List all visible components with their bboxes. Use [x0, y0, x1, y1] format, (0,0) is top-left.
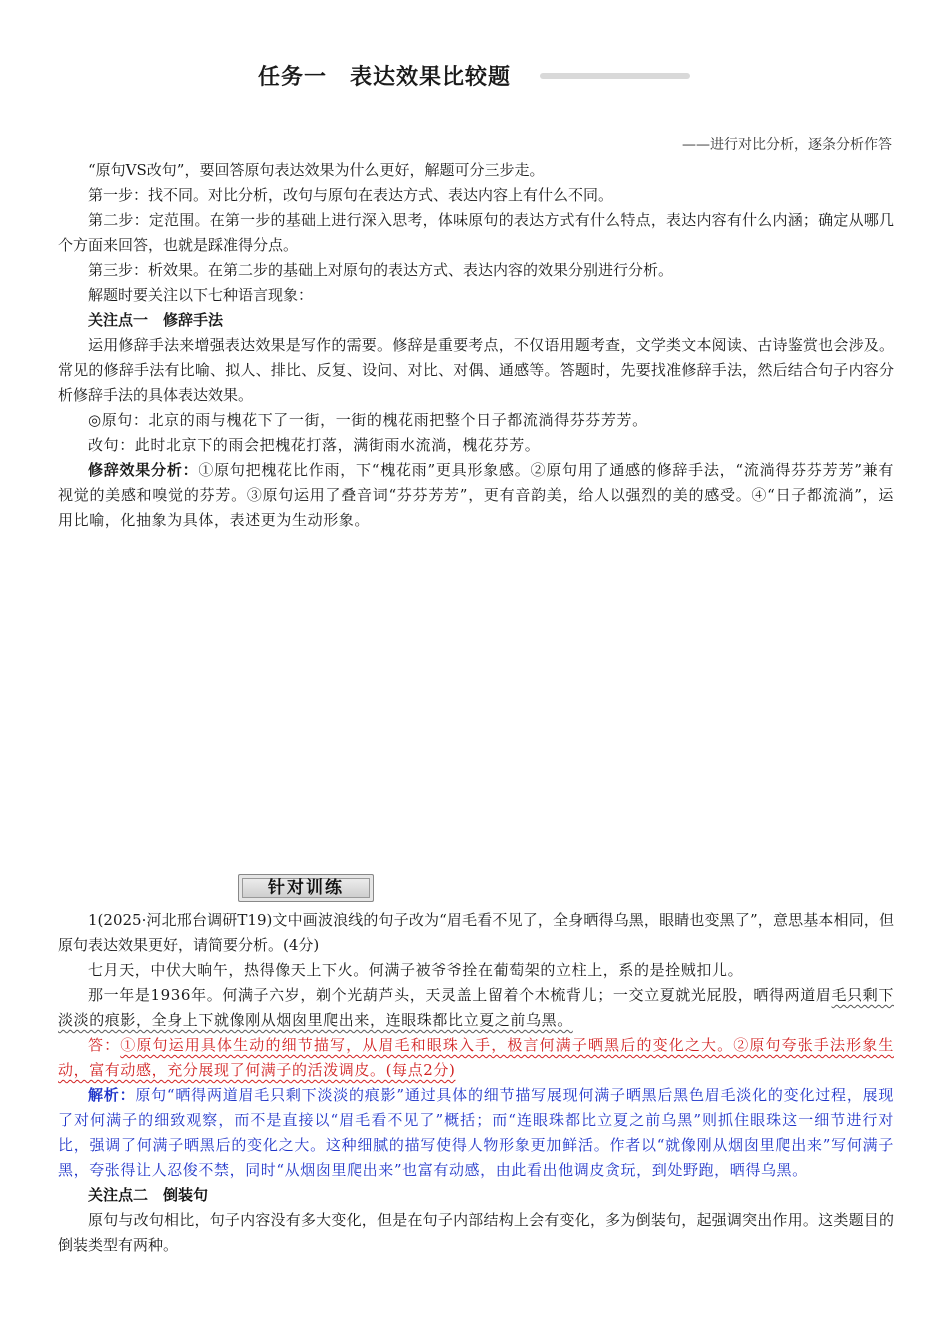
page-title: 任务一 表达效果比较题: [258, 65, 512, 90]
analysis-label: 解析：: [88, 1086, 136, 1104]
question-text: 1(2025·河北邢台调研T19)文中画波浪线的句子改为“眉毛看不见了，全身晒得乌黑，眼睛也变黑了”，意思基本相同，但原句表达效果更好，请简要分析。(4分): [58, 911, 894, 954]
passage-paragraph-1: 七月天，中伏大晌午，热得像天上下火。何满子被爷爷拴在葡萄架的立柱上，系的是拴贼扣儿。: [88, 961, 744, 979]
rhetoric-analysis-text: ①原句把槐花比作雨，下“槐花雨”更具形象感。②原句用了通感的修辞手法，“流淌得芬芬芳芳”兼有视觉的美感和嗅觉的芬芳。③原句运用了叠音词“芬芬芳芳”，更有音韵美，给人以强烈的美的感受。④“日子都流淌”，运用比喻，化抽象为具体，表述更为生动形象。: [58, 461, 895, 529]
example-original-sentence: ◎原句：北京的雨与槐花下了一街，一街的槐花雨把整个日子都流淌得芬芬芳芳。: [88, 411, 648, 429]
example-revised-sentence: 改句：此时北京下的雨会把槐花打落，满街雨水流淌，槐花芬芳。: [88, 436, 541, 454]
practice-section: [58, 908, 894, 1258]
method-section: [58, 158, 894, 533]
intro-step-2: 第二步：定范围。在第一步的基础上进行深入思考，体味原句的表达方式有什么特点，表达内容有什么内涵；确定从哪几个方面来回答，也就是踩准得分点。: [58, 211, 894, 254]
wavy-underlined-sentence: 毛只剩下淡淡的痕影，全身上下就像刚从烟囱里爬出来，连眼珠都比立夏之前乌黑。: [58, 986, 894, 1029]
rhetoric-analysis-label: 修辞效果分析：: [88, 461, 199, 479]
intro-step-3: 第三步：析效果。在第二步的基础上对原句的表达方式、表达内容的效果分别进行分析。: [88, 261, 674, 279]
answer-text: ①原句运用具体生动的细节描写，从眉毛和眼珠入手，极言何满子晒黑后的变化之大。②原句夸张手法形象生动，富有动感，充分展现了何满子的活泼调皮。(每点2分): [58, 1036, 894, 1079]
practice-badge: [238, 874, 374, 902]
title-decoration-bar: [540, 73, 690, 79]
analysis-text: 原句“晒得两道眉毛只剩下淡淡的痕影”通过具体的细节描写展现何满子晒黑后黑色眉毛淡化的变化过程，展现了对何满子的细致观察，而不是直接以“眉毛看不见了”概括；而“连眼珠都比立夏之前乌黑”则抓住眼珠这一细节进行对比，强调了何满子晒黑后的变化之大。这种细腻的描写使得人物形象更加鲜活。作者以“就像刚从烟囱里爬出来”写何满子黑，夸张得让人忍俊不禁，同时“从烟囱里爬出来”也富有动感，由此看出他调皮贪玩，到处野跑，晒得乌黑。: [58, 1086, 894, 1179]
rhetoric-analysis: [58, 458, 894, 533]
intro-paragraph-1: “原句VS改句”，要回答原句表达效果为什么更好，解题可分三步走。: [88, 161, 545, 179]
focus-heading-inversion: 关注点二 倒装句: [88, 1186, 209, 1204]
intro-paragraph-5: 解题时要关注以下七种语言现象：: [88, 286, 314, 304]
focus-heading-rhetoric: 关注点一 修辞手法: [88, 311, 224, 329]
analysis-block: [58, 1083, 894, 1183]
practice-badge-label: 针对训练: [268, 878, 344, 898]
focus1-paragraph: 运用修辞手法来增强表达效果是写作的需要。修辞是重要考点，不仅语用题考查，文学类文本阅读、古诗鉴赏也会涉及。常见的修辞手法有比喻、拟人、排比、反复、设问、对比、对偶、通感等。答题时，先要找准修辞手法，然后结合句子内容分析修辞手法的具体表达效果。: [58, 336, 894, 404]
answer-label: 答：: [88, 1036, 121, 1054]
passage-paragraph-2-lead: 那一年是1936年。何满子六岁，剃个光葫芦头，天灵盖上留着个木梳背儿；一交立夏就光屁股，晒得两道眉: [88, 986, 832, 1004]
title-block: [258, 60, 698, 94]
answer-block: [58, 1033, 894, 1083]
passage-paragraph-2: [58, 983, 894, 1033]
intro-step-1: 第一步：找不同。对比分析，改句与原句在表达方式、表达内容上有什么不同。: [88, 186, 614, 204]
focus2-paragraph: 原句与改句相比，句子内容没有多大变化，但是在句子内部结构上会有变化，多为倒装句，起强调突出作用。这类题目的倒装类型有两种。: [58, 1211, 894, 1254]
page-subtitle: ——进行对比分析，逐条分析作答: [682, 137, 892, 153]
